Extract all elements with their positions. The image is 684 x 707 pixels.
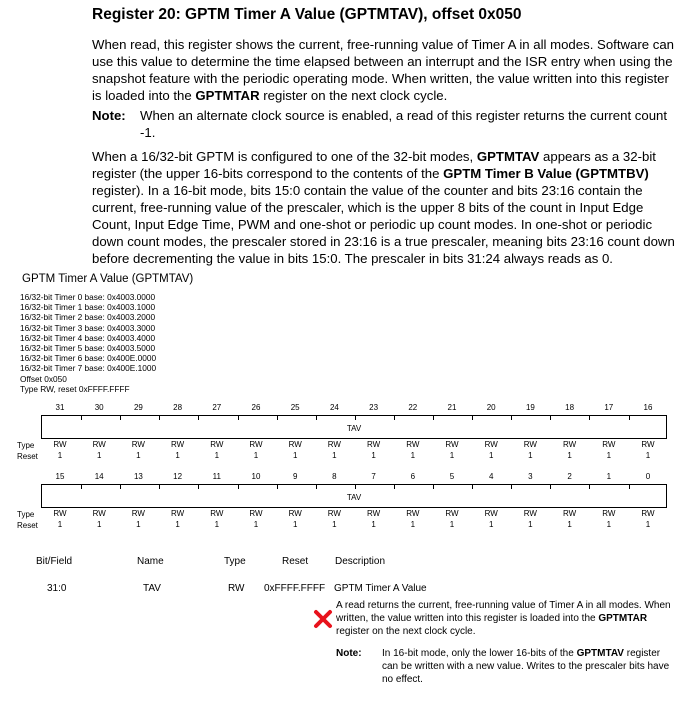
row-reset: 0xFFFF.FFFF — [264, 583, 326, 594]
bit-cell: 1 — [645, 520, 651, 529]
bit-divider-tick — [159, 416, 160, 420]
base-address-line: 16/32-bit Timer 0 base: 0x4003.0000 — [20, 292, 156, 302]
bit-cell: 1 — [488, 520, 494, 529]
bit-cell: 1 — [449, 451, 455, 460]
lower-register-box — [41, 484, 667, 508]
bit-cell: 10 — [251, 472, 261, 481]
diagram-title: GPTM Timer A Value (GPTMTAV) — [22, 273, 194, 285]
base-address-line: 16/32-bit Timer 2 base: 0x4003.2000 — [20, 312, 156, 323]
bit-cell: 1 — [96, 520, 102, 529]
bit-cell: RW — [641, 440, 655, 449]
bit-cell: 1 — [253, 520, 259, 529]
bit-cell: RW — [563, 509, 577, 518]
bit-divider-tick — [550, 416, 551, 420]
bit-cell: RW — [131, 509, 145, 518]
type-label: Type — [17, 441, 35, 450]
bit-cell: 29 — [133, 403, 143, 412]
bit-cell: RW — [367, 509, 381, 518]
bit-cell: 30 — [94, 403, 104, 412]
bit-cell: 28 — [173, 403, 183, 412]
bit-cell: 1 — [57, 451, 63, 460]
bit-cell: RW — [484, 509, 498, 518]
bit-divider-tick — [120, 485, 121, 489]
bit-cell: RW — [92, 509, 106, 518]
reset-label: Reset — [17, 521, 38, 530]
bit-cell: RW — [327, 440, 341, 449]
bit-divider-tick — [355, 416, 356, 420]
bit-cell: RW — [602, 440, 616, 449]
row-type: RW — [228, 583, 245, 594]
bit-divider-tick — [277, 416, 278, 420]
bit-cell: 9 — [292, 472, 298, 481]
bit-cell: 27 — [212, 403, 222, 412]
bit-cell: RW — [523, 509, 537, 518]
header-reset: Reset — [282, 556, 309, 567]
bit-cell: RW — [92, 440, 106, 449]
bit-cell: 1 — [57, 520, 63, 529]
bit-cell: 1 — [214, 520, 220, 529]
bit-cell: 24 — [329, 403, 339, 412]
bit-cell: 21 — [447, 403, 457, 412]
bit-cell: 6 — [410, 472, 416, 481]
bit-cell: 1 — [567, 451, 572, 460]
base-address-line: 16/32-bit Timer 3 base: 0x4003.3000 — [20, 322, 156, 333]
bit-cell: RW — [327, 509, 341, 518]
bit-divider-tick — [81, 485, 82, 489]
bit-cell: 16 — [643, 403, 653, 412]
close-icon — [313, 609, 333, 629]
base-address-list — [20, 292, 156, 394]
bit-cell: RW — [210, 509, 224, 518]
row-note-text: In 16-bit mode, only the lower 16-bits of the GPTMTAV register can be written with a new value. Writes to the prescaler bits have no effect. — [382, 648, 670, 685]
bit-cell: 7 — [371, 472, 376, 481]
bit-cell: RW — [210, 440, 224, 449]
bit-cell: 1 — [449, 520, 455, 529]
field-name-lower: TAV — [346, 493, 362, 502]
bit-divider-tick — [629, 485, 630, 489]
bit-cell: RW — [288, 509, 302, 518]
bit-cell: 1 — [175, 451, 180, 460]
row-note-label: Note: — [336, 648, 362, 659]
bit-cell: RW — [249, 440, 263, 449]
bit-cell: 1 — [371, 520, 376, 529]
bit-cell: 14 — [94, 472, 104, 481]
bit-cell: 8 — [332, 472, 337, 481]
intro-paragraph: When read, this register shows the current, free-running value of Timer A in all modes. Software can use this value to determine the time elapsed between an interrupt and the ISR entry when using the snapshot feature with the periodic operating mode. When written, the value written into this register is loaded into the GPTMTAR register on the next clock cycle. — [92, 37, 674, 103]
header-description: Description — [335, 556, 386, 567]
bit-cell: RW — [171, 440, 185, 449]
note-text: When an alternate clock source is enabled, a read of this register returns the current count -1. — [140, 108, 668, 140]
bit-cell: 1 — [332, 451, 337, 460]
bit-cell: 20 — [486, 403, 496, 412]
page-heading: Register 20: GPTM Timer A Value (GPTMTAV), offset 0x050 — [92, 6, 522, 23]
base-address-line: 16/32-bit Timer 6 base: 0x400E.0000 — [20, 353, 157, 364]
bit-cell: RW — [484, 440, 498, 449]
bit-cell: 1 — [96, 451, 102, 460]
bit-cell: 26 — [251, 403, 261, 412]
bit-divider-tick — [629, 416, 630, 420]
header-type: Type — [224, 556, 246, 567]
bit-divider-tick — [159, 485, 160, 489]
bit-cell: 1 — [136, 451, 141, 460]
bit-cell: 1 — [175, 520, 180, 529]
bit-divider-tick — [81, 416, 82, 420]
bit-divider-tick — [433, 485, 434, 489]
bit-cell: 11 — [212, 472, 221, 481]
row-name: TAV — [143, 583, 161, 594]
bit-cell: 1 — [606, 472, 612, 481]
bit-divider-tick — [394, 485, 395, 489]
bit-cell: RW — [602, 509, 616, 518]
bit-cell: 15 — [55, 472, 65, 481]
bit-cell: 1 — [253, 451, 259, 460]
bit-cell: 0 — [645, 472, 651, 481]
bit-cell: RW — [641, 509, 655, 518]
bit-divider-tick — [120, 416, 121, 420]
bit-cell: RW — [131, 440, 145, 449]
bit-cell: 13 — [133, 472, 143, 481]
bit-cell: 1 — [528, 451, 533, 460]
bit-divider-tick — [355, 485, 356, 489]
bit-cell: 4 — [488, 472, 494, 481]
bit-cell: RW — [53, 440, 67, 449]
reset-label: Reset — [17, 452, 38, 461]
bit-cell: RW — [406, 440, 420, 449]
bit-divider-tick — [472, 485, 473, 489]
bit-divider-tick — [511, 416, 512, 420]
bit-cell: 31 — [55, 403, 65, 412]
bit-divider-tick — [511, 485, 512, 489]
bit-cell: 1 — [528, 520, 533, 529]
bit-divider-tick — [589, 416, 590, 420]
body-paragraph: When a 16/32-bit GPTM is configured to one of the 32-bit modes, GPTMTAV appears as a 32-bit register (the upper 16-bits correspond to the contents of the GPTM Timer B Value (GPTMTBV) register). In a 16-bit mode, bits 15:0 contain the value of the counter and bits 23:16 contain the current, free-running value of the prescaler, which is the upper 8 bits of the count in Input Edge Count, Input Edge Time, PWM and one-shot or periodic up count modes. In one-shot or periodic down count modes, the prescaler stored in 23:16 is a true prescaler, meaning bits 23:16 count down before decrementing the value in bits 15:0. The prescaler in bits 31:24 always reads as 0. — [92, 149, 675, 266]
bit-divider-tick — [238, 416, 239, 420]
bit-cell: RW — [53, 509, 67, 518]
bit-divider-tick — [316, 485, 317, 489]
upper-row-labels — [17, 440, 38, 462]
note-label: Note: — [92, 108, 126, 123]
row-description: A read returns the current, free-running value of Timer A in all modes. When written, the value written into this register is loaded into the GPTMTAR register on the next clock cycle. — [336, 600, 671, 637]
bit-cell: 1 — [488, 451, 494, 460]
bit-divider-tick — [238, 485, 239, 489]
upper-register-box — [41, 415, 667, 439]
type-reset-line: Type RW, reset 0xFFFF.FFFF — [20, 383, 130, 394]
bit-divider-tick — [550, 485, 551, 489]
bit-divider-tick — [198, 485, 199, 489]
bit-cell: 1 — [214, 451, 220, 460]
bit-cell: RW — [445, 440, 459, 449]
bit-divider-tick — [198, 416, 199, 420]
bit-cell: 22 — [408, 403, 418, 412]
bit-cell: RW — [406, 509, 420, 518]
bit-cell: 5 — [449, 472, 455, 481]
bit-cell: 1 — [371, 451, 376, 460]
bit-cell: 23 — [369, 403, 379, 412]
bit-cell: 3 — [528, 472, 533, 481]
bit-cell: 12 — [173, 472, 183, 481]
bit-divider-tick — [472, 416, 473, 420]
bit-cell: 18 — [565, 403, 575, 412]
bit-cell: RW — [249, 509, 263, 518]
header-bitfield: Bit/Field — [36, 556, 73, 567]
bit-cell: RW — [445, 509, 459, 518]
base-address-line: 16/32-bit Timer 7 base: 0x400E.1000 — [20, 363, 157, 374]
header-name: Name — [137, 556, 164, 567]
bit-divider-tick — [589, 485, 590, 489]
row-desc-title: GPTM Timer A Value — [334, 583, 427, 594]
bit-cell: 2 — [567, 472, 572, 481]
bit-cell: 1 — [292, 451, 298, 460]
bit-divider-tick — [316, 416, 317, 420]
bit-cell: 1 — [410, 451, 416, 460]
bit-cell: 19 — [525, 403, 535, 412]
bit-divider-tick — [277, 485, 278, 489]
bit-cell: RW — [563, 440, 577, 449]
bit-cell: 1 — [606, 520, 612, 529]
field-name-upper: TAV — [346, 424, 362, 433]
bit-cell: 1 — [645, 451, 651, 460]
offset-line: Offset 0x050 — [20, 373, 67, 384]
bit-cell: 1 — [410, 520, 416, 529]
bit-cell: 1 — [606, 451, 612, 460]
bit-cell: RW — [288, 440, 302, 449]
base-address-line: 16/32-bit Timer 1 base: 0x4003.1000 — [20, 302, 156, 313]
bit-cell: 1 — [567, 520, 572, 529]
bit-cell: 1 — [292, 520, 298, 529]
bit-cell: 1 — [332, 520, 337, 529]
bit-cell: 25 — [290, 403, 300, 412]
bit-cell: 17 — [604, 403, 614, 412]
bit-divider-tick — [433, 416, 434, 420]
base-address-line: 16/32-bit Timer 4 base: 0x4003.4000 — [20, 332, 156, 343]
bit-cell: RW — [523, 440, 537, 449]
lower-row-labels — [17, 509, 38, 531]
type-label: Type — [17, 510, 35, 519]
row-bitfield: 31:0 — [47, 583, 67, 594]
bit-cell: 1 — [136, 520, 141, 529]
bit-divider-tick — [394, 416, 395, 420]
bit-cell: RW — [367, 440, 381, 449]
base-address-line: 16/32-bit Timer 5 base: 0x4003.5000 — [20, 343, 156, 354]
bit-cell: RW — [171, 509, 185, 518]
